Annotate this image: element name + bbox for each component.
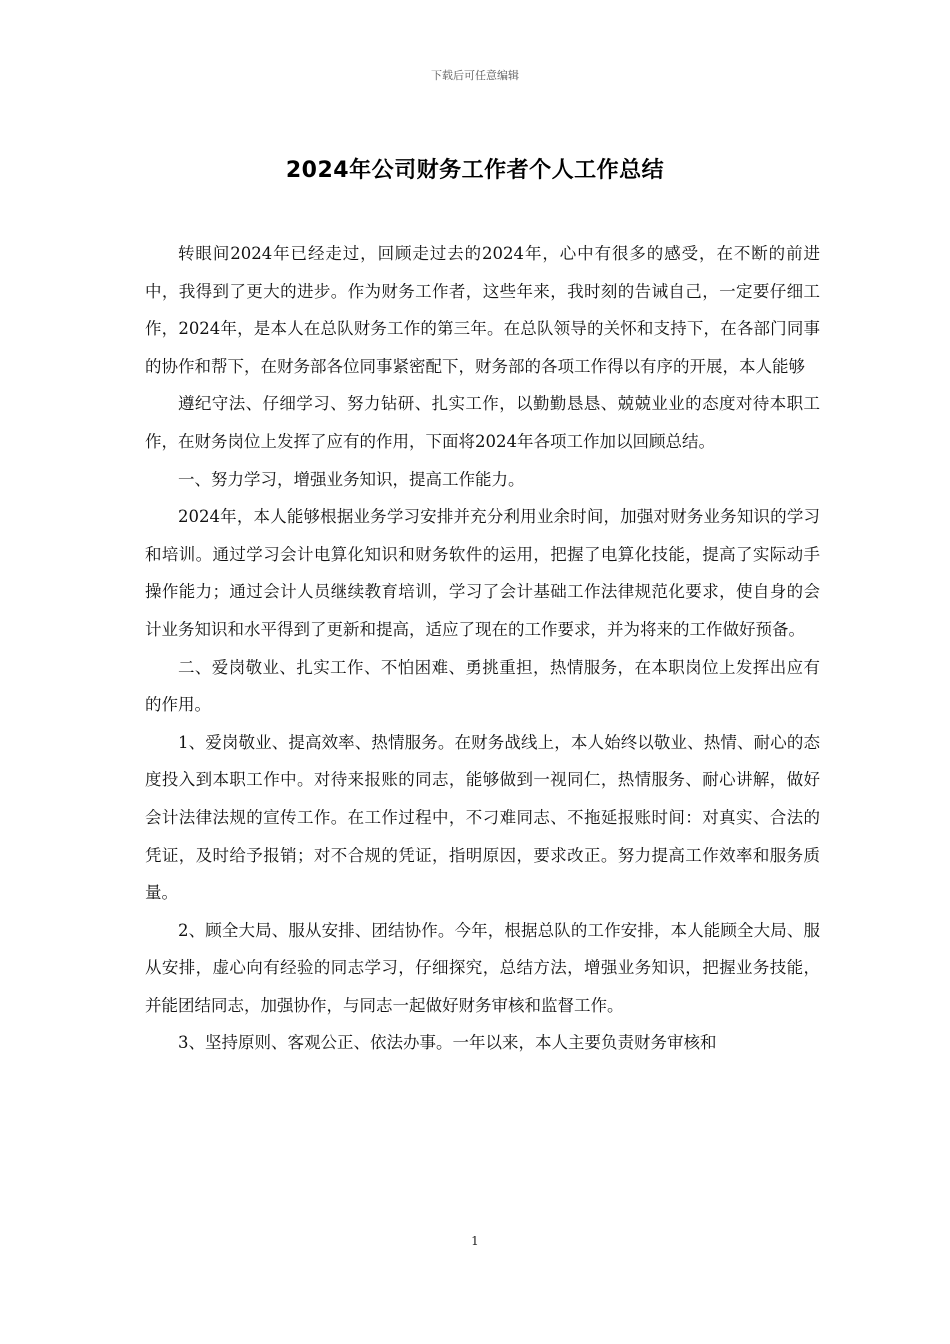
header-note: 下载后可任意编辑 [431, 69, 519, 82]
paragraph-intro: 转眼间2024年已经走过，回顾走过去的2024年，心中有很多的感受，在不断的前进中，我得到了更大的进步。作为财务工作者，这些年来，我时刻的告诫自己，一定要仔细工作，2024年，是本人在总队财务工作的第三年。在总队领导的关怀和支持下，在各部门同事的协作和帮下，在财务部各位同事紧密配下，财务部的各项工作得以有序的开展，本人能够 [145, 244, 820, 376]
document-body [145, 235, 820, 1062]
page-number: 1 [471, 1234, 479, 1248]
section-heading-one: 一、努力学习，增强业务知识，提高工作能力。 [178, 469, 525, 489]
paragraph-continuation: 遵纪守法、仔细学习、努力钻研、扎实工作，以勤勤恳恳、兢兢业业的态度对待本职工作，在财务岗位上发挥了应有的作用，下面将2024年各项工作加以回顾总结。 [145, 394, 820, 451]
document-title: 2024年公司财务工作者个人工作总结 [285, 158, 665, 183]
paragraph-item-2: 2、顾全大局、服从安排、团结协作。今年，根据总队的工作安排，本人能顾全大局、服从安排，虚心向有经验的同志学习，仔细探究，总结方法，增强业务知识，把握业务技能，并能团结同志，加强协作，与同志一起做好财务审核和监督工作。 [145, 920, 820, 1015]
paragraph-item-3: 3、坚持原则、客观公正、依法办事。一年以来，本人主要负责财务审核和 [178, 1033, 717, 1053]
paragraph-study: 2024年，本人能够根据业务学习安排并充分利用业余时间，加强对财务业务知识的学习和培训。通过学习会计电算化知识和财务软件的运用，把握了电算化技能，提高了实际动手操作能力；通过会计人员继续教育培训，学习了会计基础工作法律规范化要求，使自身的会计业务知识和水平得到了更新和提高，适应了现在的工作要求，并为将来的工作做好预备。 [145, 507, 820, 639]
section-heading-two: 二、爱岗敬业、扎实工作、不怕困难、勇挑重担，热情服务，在本职岗位上发挥出应有的作用。 [145, 657, 820, 715]
paragraph-item-1: 1、爱岗敬业、提高效率、热情服务。在财务战线上，本人始终以敬业、热情、耐心的态度投入到本职工作中。对待来报账的同志，能够做到一视同仁，热情服务、耐心讲解，做好会计法律法规的宣传工作。在工作过程中，不刁难同志、不拖延报账时间：对真实、合法的凭证，及时给予报销；对不合规的凭证，指明原因，要求改正。努力提高工作效率和服务质量。 [145, 732, 820, 903]
